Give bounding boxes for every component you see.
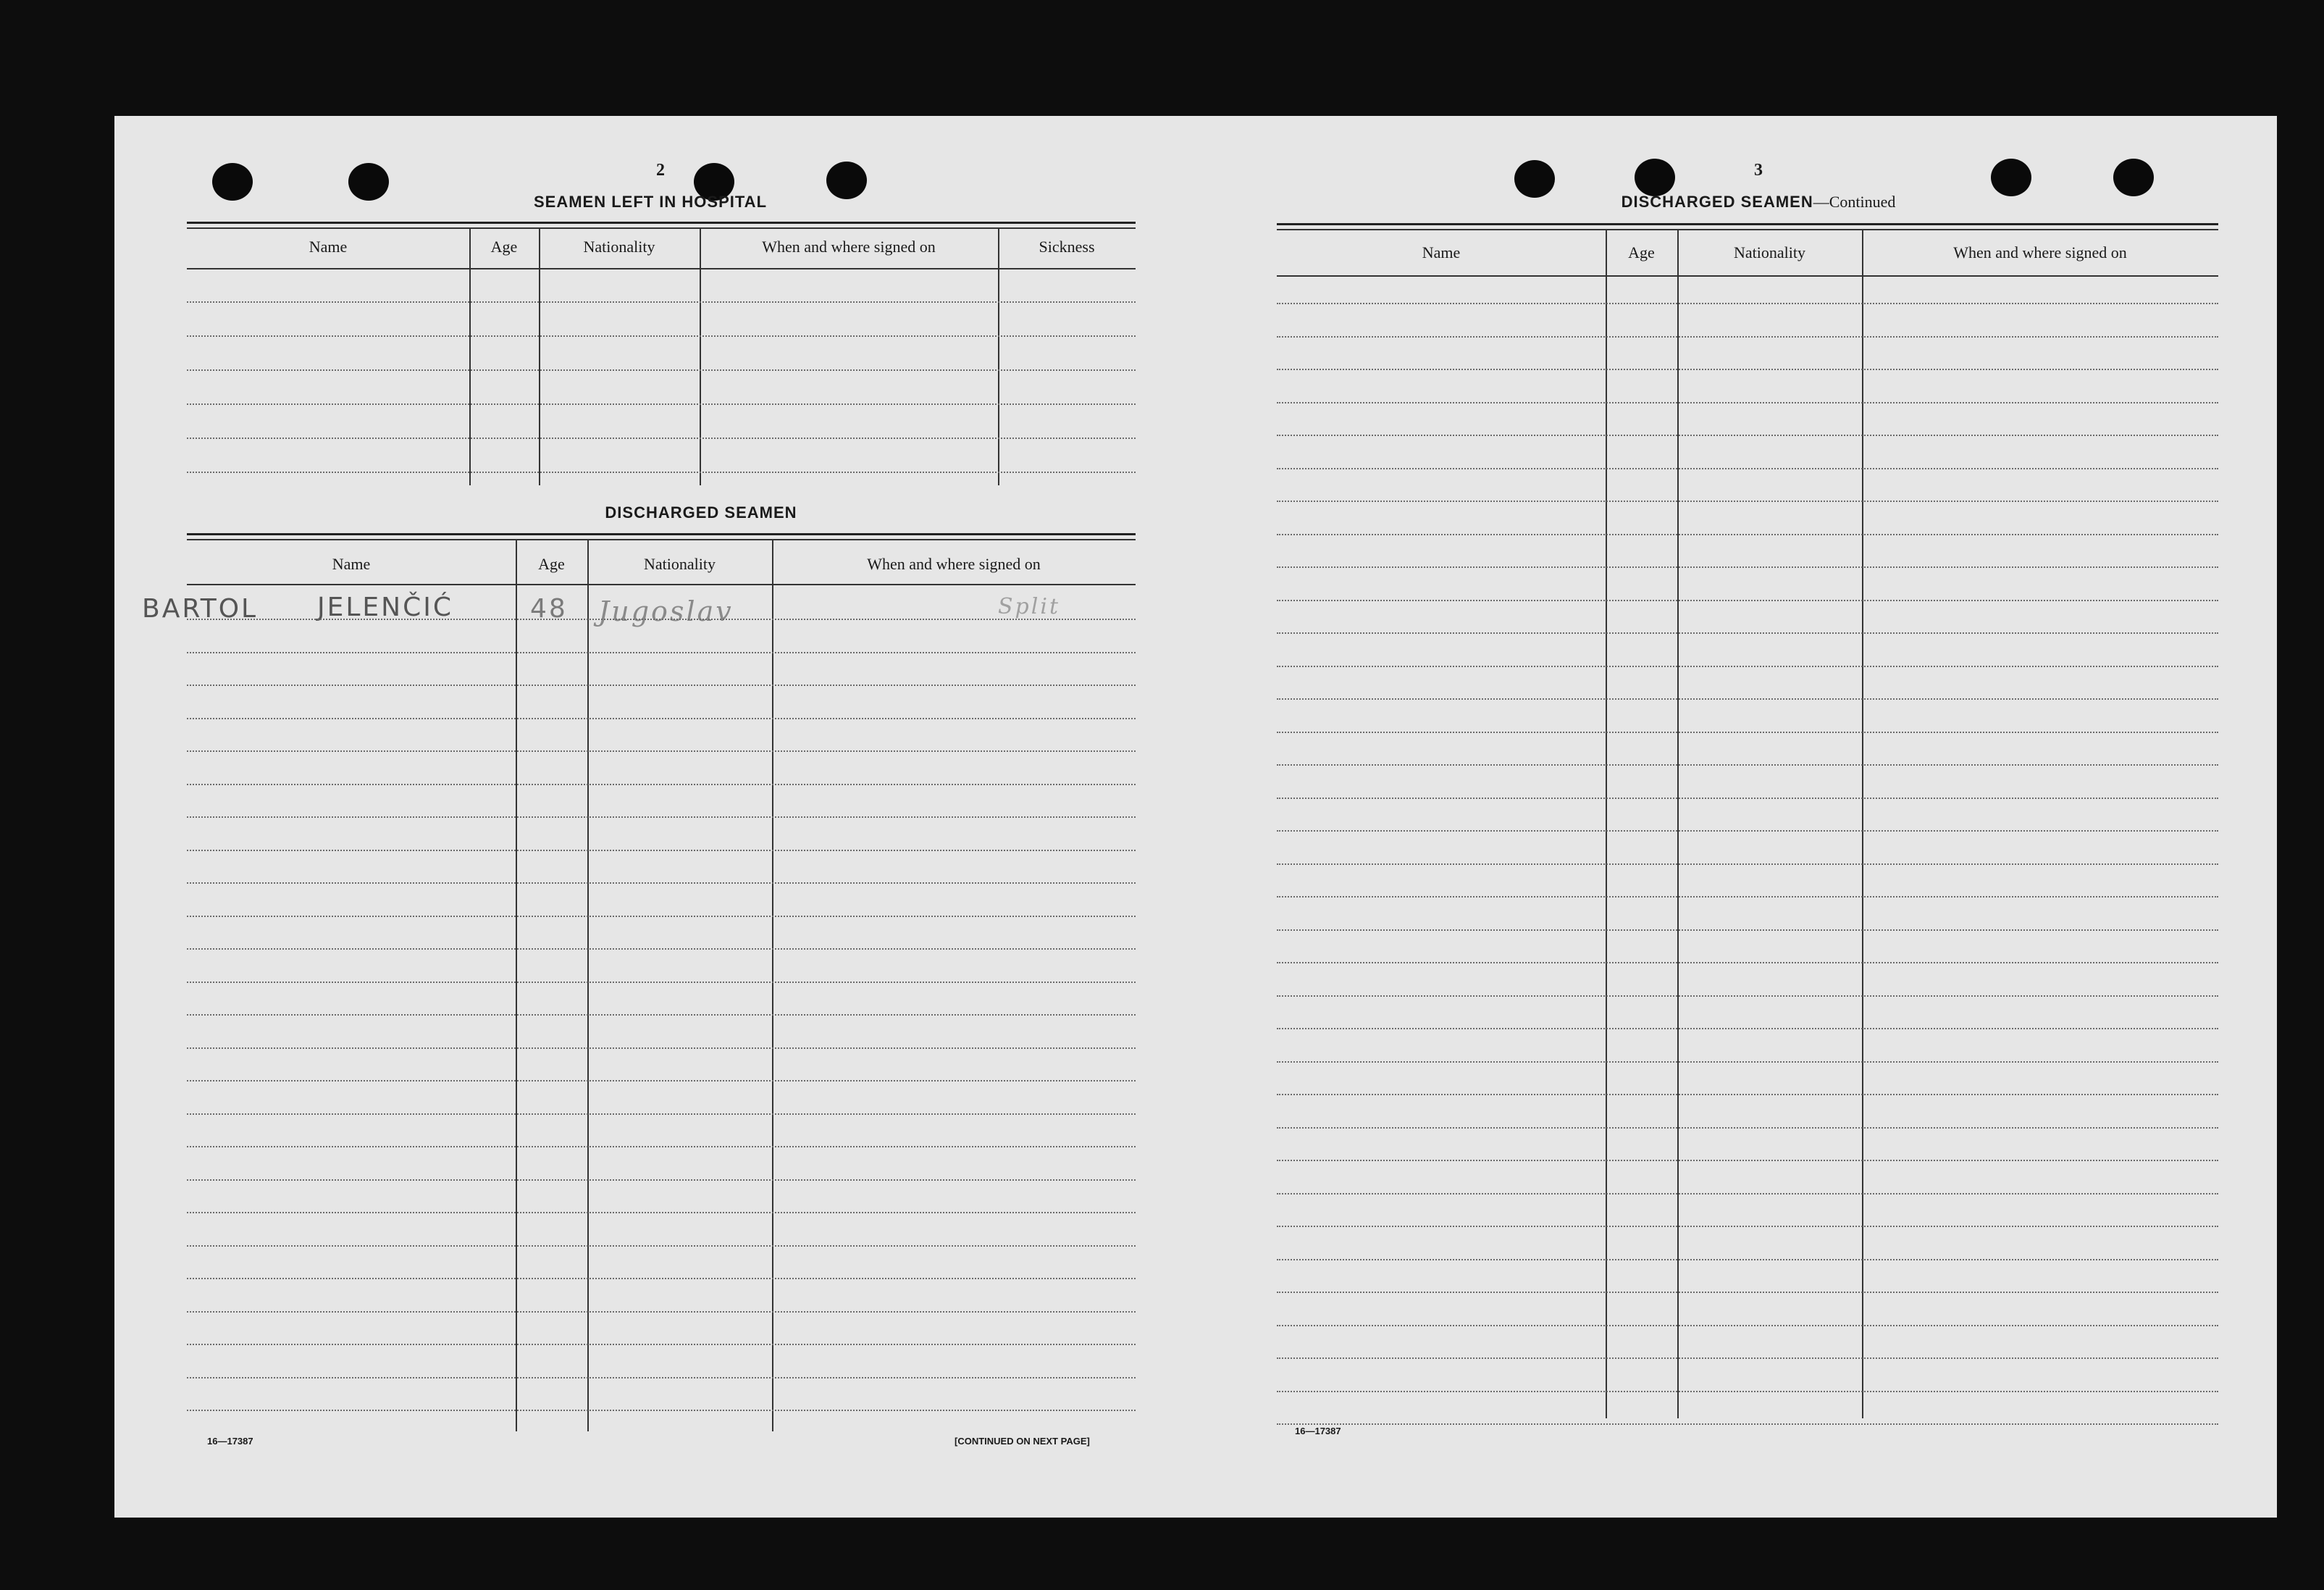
table-row [187,948,1136,950]
table-row [1277,764,2218,766]
form-number-right: 16—17387 [1295,1426,1341,1436]
table-row [187,619,1136,620]
table-row [1277,566,2218,568]
table-row [187,1278,1136,1279]
table-row [187,1179,1136,1181]
table-row [1277,303,2218,304]
table-row [187,1344,1136,1345]
table-row [1277,995,2218,997]
page-number-left: 2 [656,161,665,180]
hospital-table [187,222,1136,490]
table-row [1277,666,2218,667]
discharged-table-right [1277,223,2218,1527]
table-row [1277,1259,2218,1260]
table-row [1277,402,2218,403]
table-row [1277,1127,2218,1129]
table-row [1277,1423,2218,1425]
table-row [1277,798,2218,799]
column-header-nationality: Nationality [583,238,655,256]
section-title-discharged: DISCHARGED SEAMEN [605,503,797,522]
table-row [187,472,1136,473]
table-row [1277,896,2218,897]
table-row [187,982,1136,983]
table-row [1277,435,2218,436]
table-row [187,750,1136,752]
table-row [1277,1357,2218,1359]
column-header-signed-on: When and where signed on [762,238,936,256]
entry-last-name: JELENČIĆ [317,593,453,622]
table-row [187,1047,1136,1049]
table-row [187,652,1136,653]
table-row [187,1377,1136,1378]
document-sheet [114,116,2277,1518]
table-row [1277,1391,2218,1392]
table-row [187,916,1136,917]
table-row [187,1146,1136,1147]
table-row [187,1014,1136,1016]
table-row [1277,1028,2218,1029]
section-title-text: DISCHARGED SEAMEN [1621,193,1813,211]
table-row [1277,336,2218,338]
section-title-hospital: SEAMEN LEFT IN HOSPITAL [533,193,768,211]
table-row [1277,1160,2218,1161]
table-row [187,718,1136,719]
column-header-signed-on: When and where signed on [1953,243,2127,261]
entry-age: 48 [530,594,568,624]
table-row [1277,929,2218,931]
table-row [1277,369,2218,370]
table-row [187,1212,1136,1213]
table-row [187,882,1136,884]
page-number-right: 3 [1754,161,1763,180]
table-row [1277,1061,2218,1063]
table-row [187,1113,1136,1115]
punch-hole [826,162,867,199]
table-row [187,784,1136,785]
section-title-suffix: —Continued [1813,193,1896,211]
table-row [1277,698,2218,700]
table-row [1277,600,2218,601]
punch-hole [1514,160,1555,198]
form-number-left: 16—17387 [207,1436,253,1447]
table-row [187,438,1136,439]
table-row [187,403,1136,405]
entry-first-name: BARTOL [142,594,259,624]
continued-note: [CONTINUED ON NEXT PAGE] [955,1436,1090,1447]
column-header-signed-on: When and where signed on [867,555,1041,573]
table-row [187,816,1136,818]
punch-hole [2113,159,2154,196]
table-row [1277,1094,2218,1095]
punch-hole [1635,159,1675,196]
table-row [1277,1325,2218,1326]
table-row [187,1080,1136,1081]
column-header-age: Age [1628,243,1655,261]
table-row [1277,534,2218,535]
table-row [1277,1226,2218,1227]
table-row [187,685,1136,686]
table-row [1277,962,2218,963]
table-row [187,1245,1136,1247]
table-row [187,369,1136,371]
table-row [1277,501,2218,502]
table-row [1277,468,2218,469]
table-row [187,301,1136,303]
column-header-sickness: Sickness [1039,238,1095,256]
column-header-nationality: Nationality [644,555,716,573]
punch-hole [212,163,253,201]
column-header-name: Name [309,238,348,256]
section-title-discharged-continued [1556,193,1961,212]
column-header-name: Name [332,555,371,573]
table-row [1277,830,2218,832]
entry-nationality: Jugoslav [598,595,734,627]
table-row [1277,1193,2218,1194]
table-row [1277,863,2218,865]
table-row [187,1311,1136,1313]
table-row [1277,632,2218,634]
column-header-age: Age [490,238,518,256]
column-header-nationality: Nationality [1734,243,1805,261]
table-row [187,1410,1136,1411]
table-row [1277,732,2218,733]
punch-hole [348,163,389,201]
entry-signed-on: Split [998,594,1061,619]
punch-hole [1991,159,2031,196]
column-header-name: Name [1422,243,1461,261]
discharged-table-left [142,533,1136,1547]
table-row [187,850,1136,851]
table-row [1277,1292,2218,1293]
table-row [187,335,1136,337]
column-header-age: Age [538,555,565,573]
